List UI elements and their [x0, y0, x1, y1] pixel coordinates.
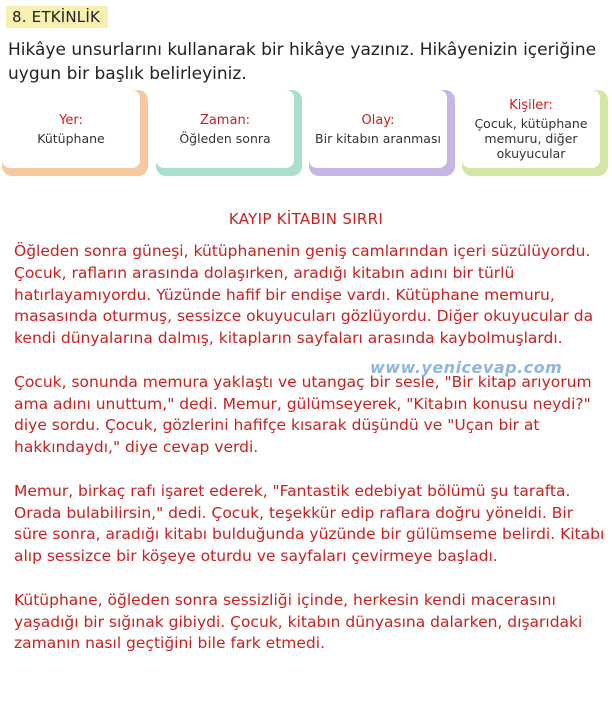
story-paragraph: Öğleden sonra güneşi, kütüphanenin geniş camlarından içeri süzülüyordu. Çocuk, rafların arasında dolaşırken, aradığı kitabın adını bir türlü hatırlayamıyordu. Yüzünde hafif bir endişe vardı. Kütüphane memuru, masasında oturmuş, sessizce okuyucuları gözlüyordu. Diğer okuyucular da kendi dünyalarına dalmış, kitapların sayfaları arasında kaybolmuşlardı.	[14, 242, 594, 348]
card-value: Bir kitabın aranması	[315, 130, 441, 146]
card-value: Çocuk, kütüphane memuru, diğer okuyucular	[474, 115, 588, 161]
activity-badge: 8. ETKİNLİK	[6, 6, 108, 28]
story-element-card-place	[2, 90, 148, 176]
card-label: Olay:	[361, 112, 395, 128]
watermark: www.yenicevap.com	[370, 358, 563, 377]
card-label: Yer:	[59, 112, 83, 128]
card-label: Kişiler:	[509, 97, 553, 113]
card-value: Kütüphane	[37, 130, 105, 146]
story-body	[14, 241, 608, 677]
card-label: Zaman:	[199, 112, 251, 128]
story-paragraph: Kütüphane, öğleden sonra sessizliği içinde, herkesin kendi macerasını yaşadığı bir sığınak gibiydi. Çocuk, kitabın dünyasına dalarken, dışarıdaki zamanın nasıl geçtiğini bile fark etmedi.	[14, 590, 583, 653]
story-title: KAYIP KİTABIN SIRRI	[228, 210, 384, 228]
card-value: Öğleden sonra	[179, 130, 271, 146]
story-paragraph: Memur, birkaç rafı işaret ederek, "Fantastik edebiyat bölümü şu tarafta. Orada bulabilirsin," dedi. Çocuk, teşekkür edip raflara doğru yöneldi. Bir süre sonra, aradığı kitabı bulduğunda yüzünde bir gülümseme belirdi. Kitabı alıp sessizce bir köşeye oturdu ve sayfaları çevirmeye başladı.	[14, 481, 605, 566]
story-paragraph: Çocuk, sonunda memura yaklaştı ve utangaç bir sesle, "Bir kitap arıyorum ama adını unuttum," dedi. Memur, gülümseyerek, "Kitabın konusu neydi?" diye sordu. Çocuk, gözlerini hafifçe kısarak düşündü ve "Uçan bir at hakkındaydı," diye cevap verdi.	[14, 372, 592, 457]
story-element-card-characters	[462, 90, 608, 176]
story-element-card-time	[156, 90, 302, 176]
story-element-card-event	[309, 90, 455, 176]
instruction-text: Hikâye unsurlarını kullanarak bir hikâye yazınız. Hikâyenizin içeriğine uygun bir başlık belirleyiniz.	[8, 40, 597, 84]
